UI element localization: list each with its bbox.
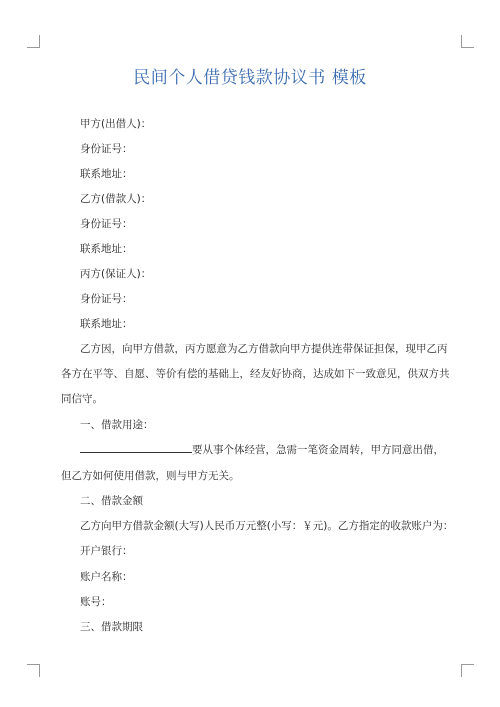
field-borrower: 乙方(借款人)： [80,193,152,205]
intro-paragraph-line-2: 各方在平等、自愿、等价有偿的基础上，经友好协商，达成如下一致意见，供双方共 [61,368,450,380]
field-lender-id: 身份证号： [80,143,133,155]
section-2-amount: 乙方向甲方借款金额(大写)人民币万元整(小写：￥元)。乙方指定的收款账户为： [80,520,454,532]
field-account-name: 账户名称： [80,571,133,583]
section-3-heading: 三、借款期限 [80,621,143,633]
crop-mark-bottom-left [27,664,40,677]
field-borrower-id: 身份证号： [80,218,133,230]
section-1-text-1: 要从事个体经营，急需一笔资金周转，甲方同意出借， [192,444,444,456]
field-account-number: 账号： [80,596,112,608]
crop-mark-top-right [461,35,474,48]
purpose-blank [80,442,192,453]
field-lender: 甲方(出借人)： [80,118,152,130]
field-guarantor-address: 联系地址： [80,318,133,330]
intro-paragraph-line-3: 同信守。 [61,393,103,405]
field-borrower-address: 联系地址： [80,243,133,255]
section-2-heading: 二、借款金额 [80,495,143,507]
crop-mark-bottom-right [461,664,474,677]
field-lender-address: 联系地址： [80,168,133,180]
intro-paragraph-line-1: 乙方因，向甲方借款，丙方愿意为乙方借款向甲方提供连带保证担保，现甲乙丙 [80,343,448,355]
field-bank-name: 开户银行： [80,545,133,557]
section-1-line-1 [80,442,444,457]
section-1-heading: 一、借款用途： [80,419,154,431]
document-title: 民间个人借贷钱款协议书 模板 [133,68,367,88]
field-guarantor: 丙方(保证人)： [80,268,152,280]
crop-mark-top-left [27,35,40,48]
section-1-line-2: 但乙方如何使用借款，则与甲方无关。 [61,470,240,482]
field-guarantor-id: 身份证号： [80,293,133,305]
